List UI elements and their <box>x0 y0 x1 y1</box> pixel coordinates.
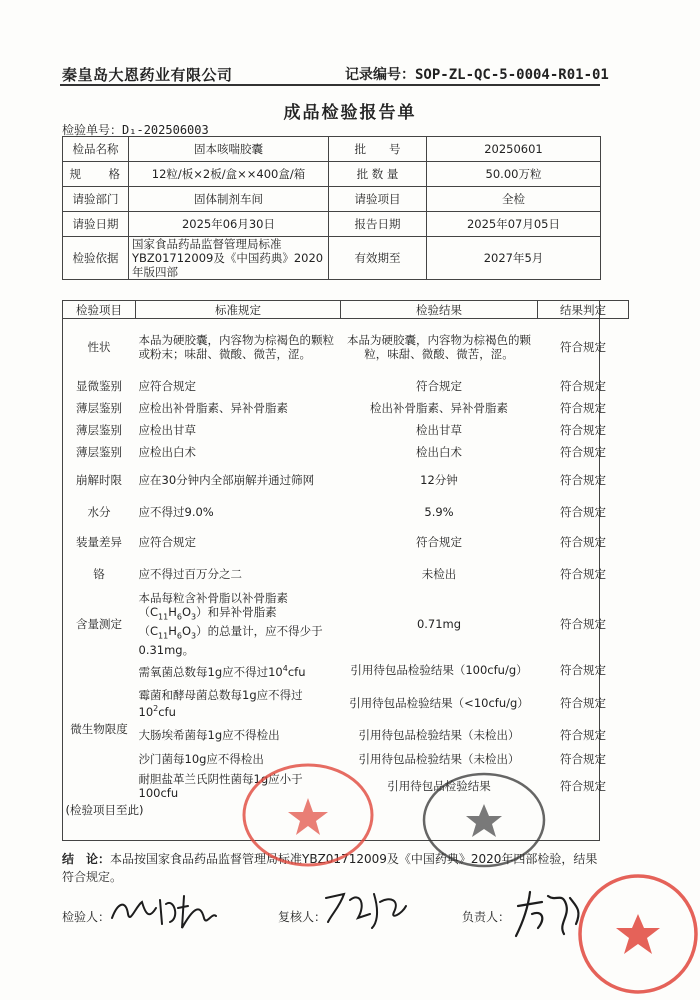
row-verdict: 符合规定 <box>560 400 606 415</box>
row-standard: 应检出白术 <box>138 444 196 459</box>
row-result: 检出甘草 <box>416 422 462 437</box>
assay-text-e: ）的总量计，应不得少于0.31mg。 <box>138 623 323 658</box>
row-result: 符合规定 <box>416 534 462 549</box>
micro-label: 微生物限度 <box>70 722 128 737</box>
row-standard: 本品为硬胶囊，内容物为棕褐色的颗粒或粉末；味甜、微酸、微苦，涩。 <box>138 332 334 361</box>
micro-standard: 大肠埃希菌每1g应不得检出 <box>138 728 280 743</box>
row-verdict: 符合规定 <box>560 504 606 519</box>
micro-verdict: 符合规定 <box>560 728 606 743</box>
inspection-number-value: D₁-202506003 <box>122 123 209 137</box>
valid-value: 2027年5月 <box>427 237 601 280</box>
row-item: 装量差异 <box>76 534 122 549</box>
col-header-standard: 标准规定 <box>136 301 341 319</box>
micro-verdict: 符合规定 <box>560 779 606 794</box>
assay-sub-2: 6 <box>176 631 182 641</box>
table-row <box>63 527 629 557</box>
micro-std-b: cfu <box>158 704 176 719</box>
micro-standard: 耐胆盐革兰氏阴性菌每1g应小于100cfu <box>138 772 303 801</box>
table-row <box>63 375 629 397</box>
table-row <box>63 463 629 497</box>
row-verdict: 符合规定 <box>560 472 606 487</box>
micro-std-a: 需氧菌总数每1g应不得过10 <box>138 664 283 679</box>
inspection-number-label: 检验单号： <box>62 123 123 137</box>
micro-std-sup: 2 <box>153 703 159 713</box>
basis-value: 国家食品药品监督管理局标准YBZ01712009及《中国药典》2020年版四部 <box>129 237 329 280</box>
qty-value: 50.00万粒 <box>427 162 601 187</box>
assay-text-c: O <box>181 623 192 638</box>
row-item: 薄层鉴别 <box>76 444 122 459</box>
row-standard: 应不得过9.0% <box>138 504 214 519</box>
table-row <box>63 441 629 463</box>
qty-label: 批 数 量 <box>329 162 427 187</box>
micro-standard <box>136 657 341 683</box>
request-item-label: 请验项目 <box>329 187 427 212</box>
row-result: 12分钟 <box>420 472 458 487</box>
row-result: 未检出 <box>421 566 457 581</box>
assay-text-a: 本品每粒含补骨脂以补骨脂素（C <box>138 590 288 619</box>
row-verdict: 符合规定 <box>560 566 606 581</box>
assay-sub-1: 11 <box>158 631 169 641</box>
row-item: 水分 <box>87 504 111 519</box>
inspector-signature <box>108 888 220 932</box>
assay-sub-3: 3 <box>191 631 197 641</box>
record-number-label: 记录编号： <box>345 67 415 83</box>
reviewer-signature <box>320 884 410 932</box>
conclusion-text: 本品按国家食品药品监督管理局标准YBZ01712009及《中国药典》2020年四部检验，结果符合规定。 <box>62 852 598 884</box>
row-standard: 应符合规定 <box>138 534 196 549</box>
row-standard <box>136 591 341 658</box>
table-row <box>63 397 629 419</box>
report-date-label: 报告日期 <box>329 212 427 237</box>
assay-text-d: ）和异补骨脂素（C <box>138 604 277 638</box>
report-date-value: 2025年07月05日 <box>427 212 601 237</box>
record-number <box>345 64 609 84</box>
batch-value: 20250601 <box>427 137 601 162</box>
row-standard: 应检出补骨脂素、异补骨脂素 <box>138 400 288 415</box>
spec-label: 规 格 <box>63 162 129 187</box>
row-verdict: 符合规定 <box>560 339 606 354</box>
col-header-result: 检验结果 <box>341 301 538 319</box>
row-verdict: 符合规定 <box>560 422 606 437</box>
row-verdict: 符合规定 <box>560 616 606 631</box>
request-date-value: 2025年06月30日 <box>129 212 329 237</box>
header-rule <box>60 84 600 86</box>
assay-sub-2: 6 <box>176 611 182 621</box>
row-standard: 应符合规定 <box>138 378 196 393</box>
product-label: 检品名称 <box>63 137 129 162</box>
col-header-item: 检验项目 <box>63 301 136 319</box>
micro-result: 引用待包品检验结果（未检出） <box>358 728 520 743</box>
row-result: 0.71mg <box>416 616 462 631</box>
end-note: (检验项目至此) <box>65 803 144 818</box>
hospital-seal-stamp <box>572 868 700 996</box>
row-item: 性状 <box>87 339 111 354</box>
table-row <box>63 419 629 441</box>
table-row <box>63 657 629 683</box>
basis-label: 检验依据 <box>63 237 129 280</box>
assay-text-b: H <box>168 604 177 619</box>
dept-value: 固体制剂车间 <box>129 187 329 212</box>
request-item-value: 全检 <box>427 187 601 212</box>
company-name: 秦皇岛大恩药业有限公司 <box>62 66 233 84</box>
conclusion-label: 结 论： <box>62 852 111 866</box>
request-date-label: 请验日期 <box>63 212 129 237</box>
dept-label: 请验部门 <box>63 187 129 212</box>
row-standard: 应不得过百万分之二 <box>138 566 242 581</box>
micro-std-b: cfu <box>287 664 306 679</box>
micro-result: 引用待包品检验结果（未检出） <box>358 752 520 767</box>
micro-verdict: 符合规定 <box>560 663 606 678</box>
row-standard: 应在30分钟内全部崩解并通过筛网 <box>138 472 315 487</box>
row-item: 铬 <box>93 566 105 581</box>
product-value: 固本咳喘胶囊 <box>129 137 329 162</box>
reviewer-label: 复核人： <box>278 910 327 924</box>
table-row <box>63 497 629 527</box>
assay-sub-3: 3 <box>191 611 197 621</box>
col-header-verdict: 结果判定 <box>538 301 629 319</box>
quality-seal-stamp <box>418 770 550 870</box>
record-number-value: SOP-ZL-QC-5-0004-R01-01 <box>415 67 609 83</box>
valid-label: 有效期至 <box>329 237 427 280</box>
micro-std-sup: 4 <box>282 663 288 673</box>
assay-sub-1: 11 <box>158 611 169 621</box>
test-items <box>62 300 606 819</box>
row-result: 符合规定 <box>416 378 462 393</box>
row-verdict: 符合规定 <box>560 444 606 459</box>
row-item: 显微鉴别 <box>76 378 122 393</box>
info-grid <box>62 136 600 280</box>
micro-std-a: 霉菌和酵母菌总数每1g应不得过10 <box>138 687 303 719</box>
row-item: 崩解时限 <box>76 472 122 487</box>
micro-result: 引用待包品检验结果（<10cfu/g） <box>349 696 529 711</box>
table-row <box>63 591 629 658</box>
responsible-label: 负责人： <box>462 910 511 924</box>
micro-verdict: 符合规定 <box>560 696 606 711</box>
micro-result: 引用待包品检验结果（100cfu/g） <box>350 663 528 678</box>
table-row <box>63 319 629 375</box>
table-row <box>63 557 629 591</box>
micro-result: 引用待包品检验结果 <box>387 779 491 794</box>
spec-value: 12粒/板×2板/盒××400盒/箱 <box>129 162 329 187</box>
micro-standard <box>136 683 341 723</box>
table-row <box>63 683 629 723</box>
row-item: 薄层鉴别 <box>76 400 122 415</box>
batch-label: 批 号 <box>329 137 427 162</box>
row-item: 含量测定 <box>76 616 122 631</box>
row-standard: 应检出甘草 <box>138 422 196 437</box>
micro-verdict: 符合规定 <box>560 752 606 767</box>
assay-text-b: H <box>168 623 177 638</box>
inspector-label: 检验人： <box>62 910 111 924</box>
assay-text-c: O <box>181 604 192 619</box>
row-verdict: 符合规定 <box>560 534 606 549</box>
micro-standard: 沙门菌每10g应不得检出 <box>138 752 264 767</box>
table-row <box>63 747 629 771</box>
company-seal-stamp <box>238 760 378 870</box>
row-verdict: 符合规定 <box>560 378 606 393</box>
report-title: 成品检验报告单 <box>283 103 417 123</box>
table-row <box>63 723 629 747</box>
row-result: 5.9% <box>424 504 454 519</box>
row-item: 薄层鉴别 <box>76 422 122 437</box>
row-result: 本品为硬胶囊，内容物为棕褐色的颗粒，味甜、微酸、微苦，涩。 <box>347 332 531 361</box>
row-result: 检出白术 <box>416 444 462 459</box>
row-result: 检出补骨脂素、异补骨脂素 <box>370 400 508 415</box>
